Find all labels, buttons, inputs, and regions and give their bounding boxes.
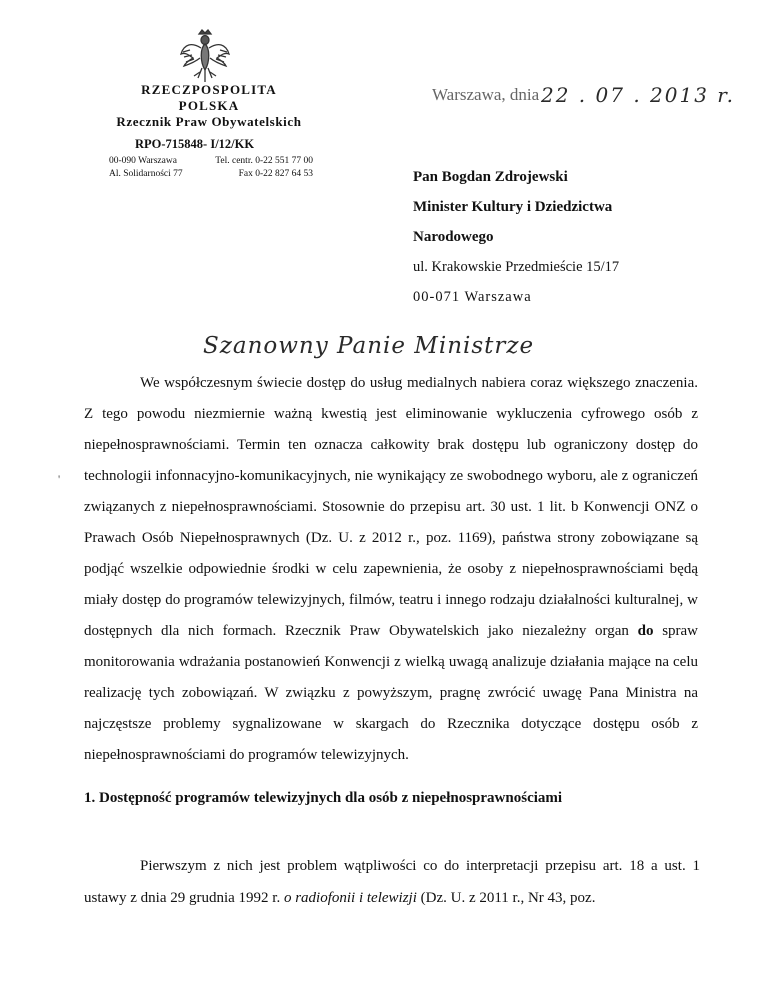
section-paragraph [84,850,700,914]
organization-subtitle: Rzecznik Praw Obywatelskich [116,114,302,129]
body-paragraph [84,368,698,771]
body-text-part: spraw monitorowania wdrażania postanowień Konwencji z wielką uwagą analizuje działania mające na celu realizację tych zobowiązań. W związku z powyższym, pragnę zwrócić uwagę Pana Ministra na najczęstsze problemy sygnalizowane w skargach do Rzecznika dotyczące dostępu osób z niepełnosprawnościami do programów telewizyjnych. [84,623,699,763]
address-line: 00-090 Warszawa [109,156,177,166]
body-paragraph [84,850,700,914]
address-line: Al. Solidarności 77 [109,169,183,179]
sender-contact [197,155,313,181]
body-bold-word: do [637,623,654,639]
organization-name: RZECZPOSPOLITA POLSKA [141,82,277,113]
sender-address [109,155,183,181]
recipient-name: Pan Bogdan Zdrojewski [413,169,568,185]
body-text-part: Pierwszym z nich jest problem wątpliwości co do interpretacji przepisu art. 18 a ust. 1 ustawy z dnia 29 grudnia 1992 r. [84,858,700,906]
phone-line: Tel. centr. 0-22 551 77 00 [215,156,313,166]
white-eagle-emblem-icon [178,28,232,88]
body-text-part: We współczesnym świecie dostęp do usług medialnych nabiera coraz większego znaczenia. Z tego powodu niezmiernie ważną kwestią jest eliminowanie wykluczenia cyfrowego osób z niepełnosprawnościami. Termin ten oznacza całkowity brak dostępu lub ograniczony dostęp do technologii infonnacyjno-komunikacyjnych, nie wynikający ze swobodnego wyboru, ale z ograniczeń związanych z niepełnosprawnościami. Stosownie do przepisu art. 30 ust. 1 lit. b Konwencji ONZ o Prawach Osób Niepełnosprawnych (Dz. U. z 2012 r., poz. 1169), państwa strony zobowiązane są podjąć wszelkie odpowiednie środki w celu zapewnienia, że osoby z niepełnosprawnościami będą miały dostęp do programów telewizyjnych, filmów, teatru i innego rodzaju działalności kulturalnej, w dostępnych dla nich formach. Rzecznik Praw Obywatelskich jako niezależny organ [84,375,698,639]
fax-line: Fax 0-22 827 64 53 [238,169,313,179]
recipient-city: 00-071 Warszawa [413,289,532,305]
body-text-part: (Dz. U. z 2011 r., Nr 43, poz. [420,890,596,906]
margin-mark: ' [58,472,61,486]
place-label: Warszawa, dnia [432,85,540,104]
handwritten-salutation: Szanowny Panie Ministrze [203,333,535,359]
recipient-title-cont: Narodowego [413,229,494,245]
organization-block [109,82,309,130]
reference-number: RPO-715848- I/12/KK [135,137,255,151]
section-heading: 1. Dostępność programów telewizyjnych dla osób z niepełnosprawnościami [84,790,563,806]
recipient-title: Minister Kultury i Dziedzictwa [413,199,613,215]
handwritten-date: 22 . 07 . 2013 r. [541,83,736,107]
law-title: o radiofonii i telewizji [283,890,417,906]
recipient-street: ul. Krakowskie Przedmieście 15/17 [413,259,620,275]
letter-body [84,368,698,771]
recipient-block [413,162,619,312]
